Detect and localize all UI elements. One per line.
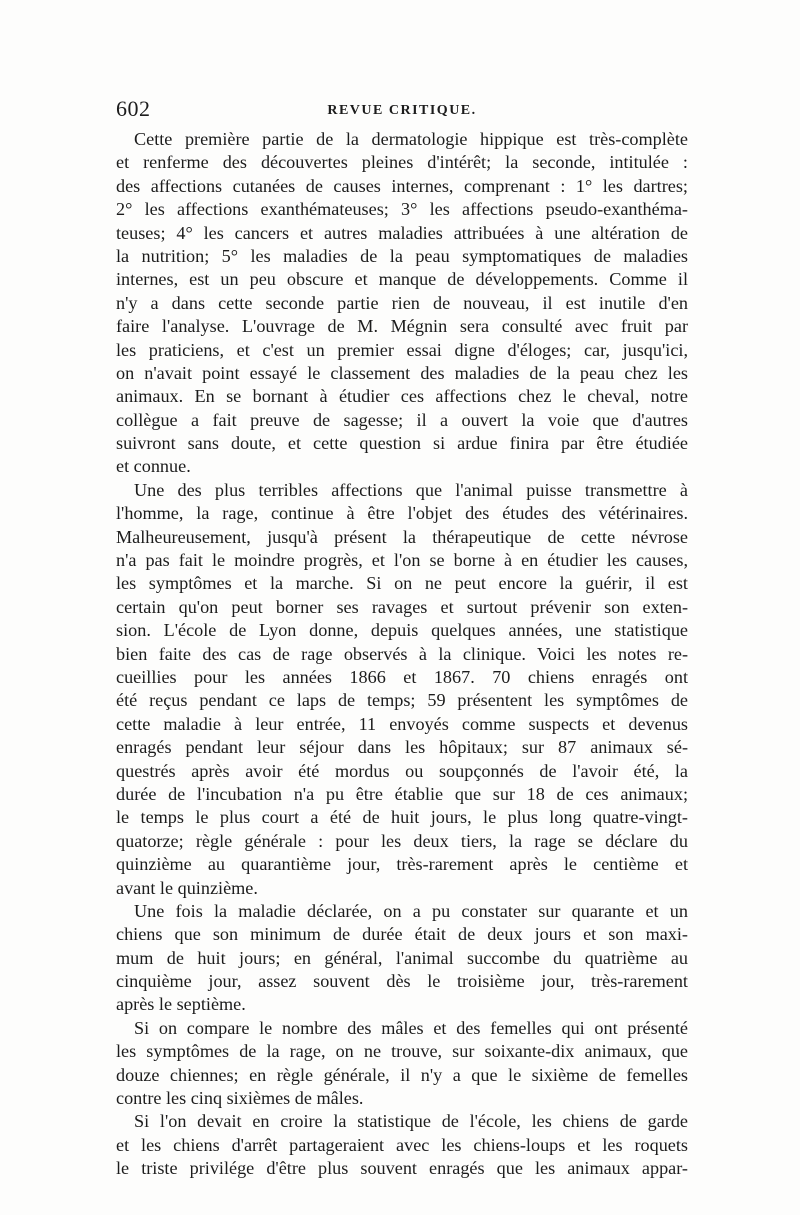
page-header	[116, 96, 688, 124]
text-line: été reçus pendant ce laps de temps; 59 présentent les symptômes de	[116, 690, 688, 711]
text-line: contre les cinq sixièmes de mâles.	[116, 1088, 364, 1109]
text-line: le temps le plus court a été de huit jours, le plus long quatre-vingt-	[116, 807, 688, 828]
text-line: mum de huit jours; en général, l'animal succombe du quatrième au	[116, 947, 688, 968]
page-number: 602	[116, 96, 151, 121]
text-line: des affections cutanées de causes internes, comprenant : 1° les dartres;	[116, 175, 688, 196]
text-line: et les chiens d'arrêt partageraient avec les chiens-loups et les roquets	[116, 1134, 688, 1155]
text-line: les symptômes de la rage, on ne trouve, sur soixante-dix animaux, que	[116, 1041, 688, 1062]
text-line: sion. L'école de Lyon donne, depuis quelques années, une statistique	[116, 620, 688, 641]
text-line: suivront sans doute, et cette question si ardue finira par être étudiée	[116, 433, 688, 454]
text-line: cinquième jour, assez souvent dès le troisième jour, très-rarement	[116, 971, 688, 992]
text-line: animaux. En se bornant à étudier ces affections chez le cheval, notre	[116, 386, 688, 407]
running-head: REVUE CRITIQUE.	[327, 103, 477, 118]
text-line: certain qu'on peut borner ses ravages et surtout prévenir son exten-	[116, 596, 688, 617]
text-line: bien faite des cas de rage observés à la clinique. Voici les notes re-	[116, 643, 688, 664]
text-line: et renferme des découvertes pleines d'intérêt; la seconde, intitulée :	[116, 152, 688, 173]
text-line: Une fois la maladie déclarée, on a pu constater sur quarante et un	[134, 900, 688, 921]
text-line: enragés pendant leur séjour dans les hôpitaux; sur 87 animaux sé-	[116, 737, 688, 758]
text-line: n'y a dans cette seconde partie rien de nouveau, il est inutile d'en	[116, 292, 688, 313]
text-line: après le septième.	[116, 994, 246, 1015]
text-line: Si l'on devait en croire la statistique de l'école, les chiens de garde	[134, 1111, 688, 1132]
text-line: et connue.	[116, 456, 191, 477]
text-line: collègue a fait preuve de sagesse; il a ouvert la voie que d'autres	[116, 409, 688, 430]
text-line: les symptômes et la marche. Si on ne peut encore la guérir, il est	[116, 573, 688, 594]
body-text	[116, 128, 688, 1181]
text-line: durée de l'incubation n'a pu être établie que sur 18 de ces animaux;	[116, 783, 688, 804]
text-line: chiens que son minimum de durée était de deux jours et son maxi-	[116, 924, 688, 945]
text-line: cette maladie à leur entrée, 11 envoyés comme suspects et devenus	[116, 713, 688, 734]
text-line: internes, est un peu obscure et manque de développements. Comme il	[116, 269, 688, 290]
text-line: teuses; 4° les cancers et autres maladies attribuées à une altération de	[116, 222, 688, 243]
text-line: la nutrition; 5° les maladies de la peau symptomatiques de maladies	[116, 245, 688, 266]
text-line: Cette première partie de la dermatologie hippique est très-complète	[134, 129, 688, 149]
text-line: avant le quinzième.	[116, 877, 258, 898]
text-line: questrés après avoir été mordus ou soupçonnés de l'avoir été, la	[116, 760, 688, 781]
text-line: Malheureusement, jusqu'à présent la thérapeutique de cette névrose	[116, 526, 688, 547]
text-line: les praticiens, et c'est un premier essai digne d'éloges; car, jusqu'ici,	[116, 339, 688, 360]
text-line: le triste privilége d'être plus souvent enragés que les animaux appar-	[116, 1158, 688, 1179]
text-line: cueillies pour les années 1866 et 1867. 70 chiens enragés ont	[116, 666, 688, 687]
text-line: douze chiennes; en règle générale, il n'y a que le sixième de femelles	[116, 1064, 688, 1085]
text-line: n'a pas fait le moindre progrès, et l'on se borne à en étudier les causes,	[116, 550, 688, 571]
text-line: faire l'analyse. L'ouvrage de M. Mégnin sera consulté avec fruit par	[116, 316, 688, 337]
text-line: Si on compare le nombre des mâles et des femelles qui ont présenté	[134, 1017, 688, 1038]
text-line: 2° les affections exanthémateuses; 3° les affections pseudo-exanthéma-	[116, 199, 688, 220]
text-line: l'homme, la rage, continue à être l'objet des études des vétérinaires.	[116, 503, 688, 524]
text-line: on n'avait point essayé le classement des maladies de la peau chez les	[116, 362, 688, 383]
text-line: quatorze; règle générale : pour les deux tiers, la rage se déclare du	[116, 830, 688, 851]
text-line: quinzième au quarantième jour, très-rarement après le centième et	[116, 854, 688, 875]
text-line: Une des plus terribles affections que l'animal puisse transmettre à	[134, 479, 688, 500]
